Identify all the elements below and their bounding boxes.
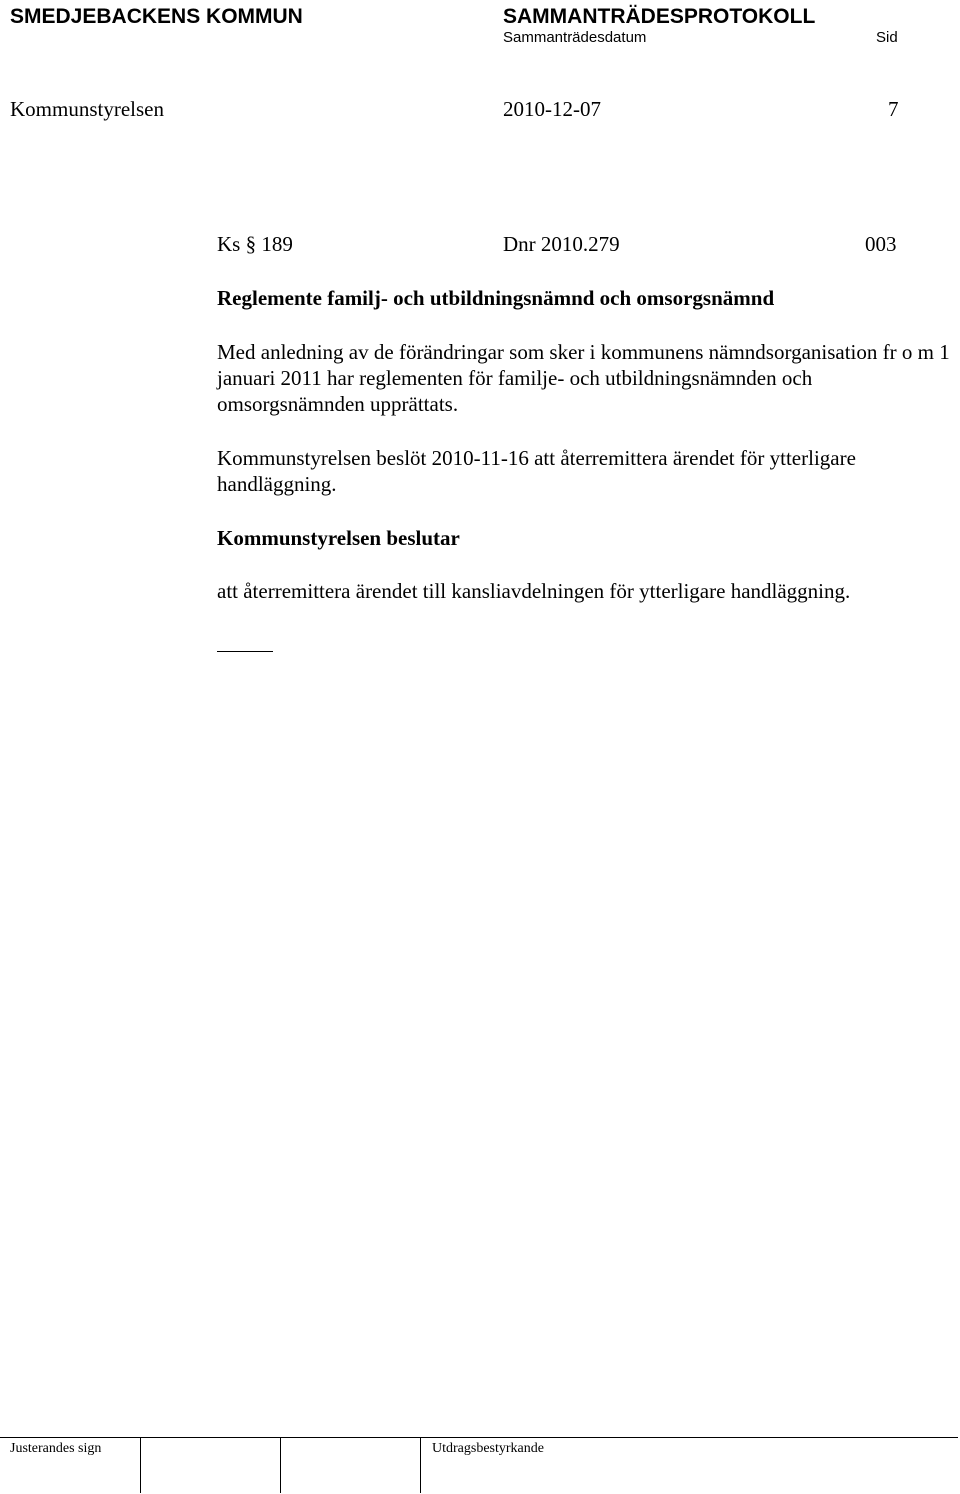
page-number: 7 [888,97,899,121]
footer-extract-label: Utdragsbestyrkande [432,1441,544,1456]
case-paragraph-1: Med anledning av de förändringar som sker i kommunens nämndsorganisation fr o m 1 januari 2011 har reglementen för familje- och utbildningsnämnden och omsorgsnämnden upprättats. [217,340,950,416]
meeting-date-label: Sammanträdesdatum [503,29,647,46]
decision-heading: Kommunstyrelsen beslutar [217,526,460,550]
end-rule [217,651,273,652]
document-type: SAMMANTRÄDESPROTOKOLL [503,5,816,28]
municipality-name: SMEDJEBACKENS KOMMUN [10,5,303,28]
meeting-date: 2010-12-07 [503,97,601,121]
footer-divider-2 [280,1437,281,1493]
case-paragraph-2: Kommunstyrelsen beslöt 2010-11-16 att återremittera ärendet för ytterligare handläggning. [217,446,856,496]
committee-name: Kommunstyrelsen [10,97,164,121]
page-label: Sid [876,29,898,46]
footer-divider-1 [140,1437,141,1493]
footer-sign-label: Justerandes sign [10,1441,102,1456]
case-title: Reglemente familj- och utbildningsnämnd och omsorgsnämnd [217,286,775,310]
footer-top-rule [0,1437,958,1438]
case-code: 003 [865,232,897,256]
case-dnr: Dnr 2010.279 [503,232,620,256]
decision-text: att återremittera ärendet till kansliavdelningen för ytterligare handläggning. [217,579,851,603]
footer-divider-3 [420,1437,421,1493]
case-paragraph: Ks § 189 [217,232,293,256]
